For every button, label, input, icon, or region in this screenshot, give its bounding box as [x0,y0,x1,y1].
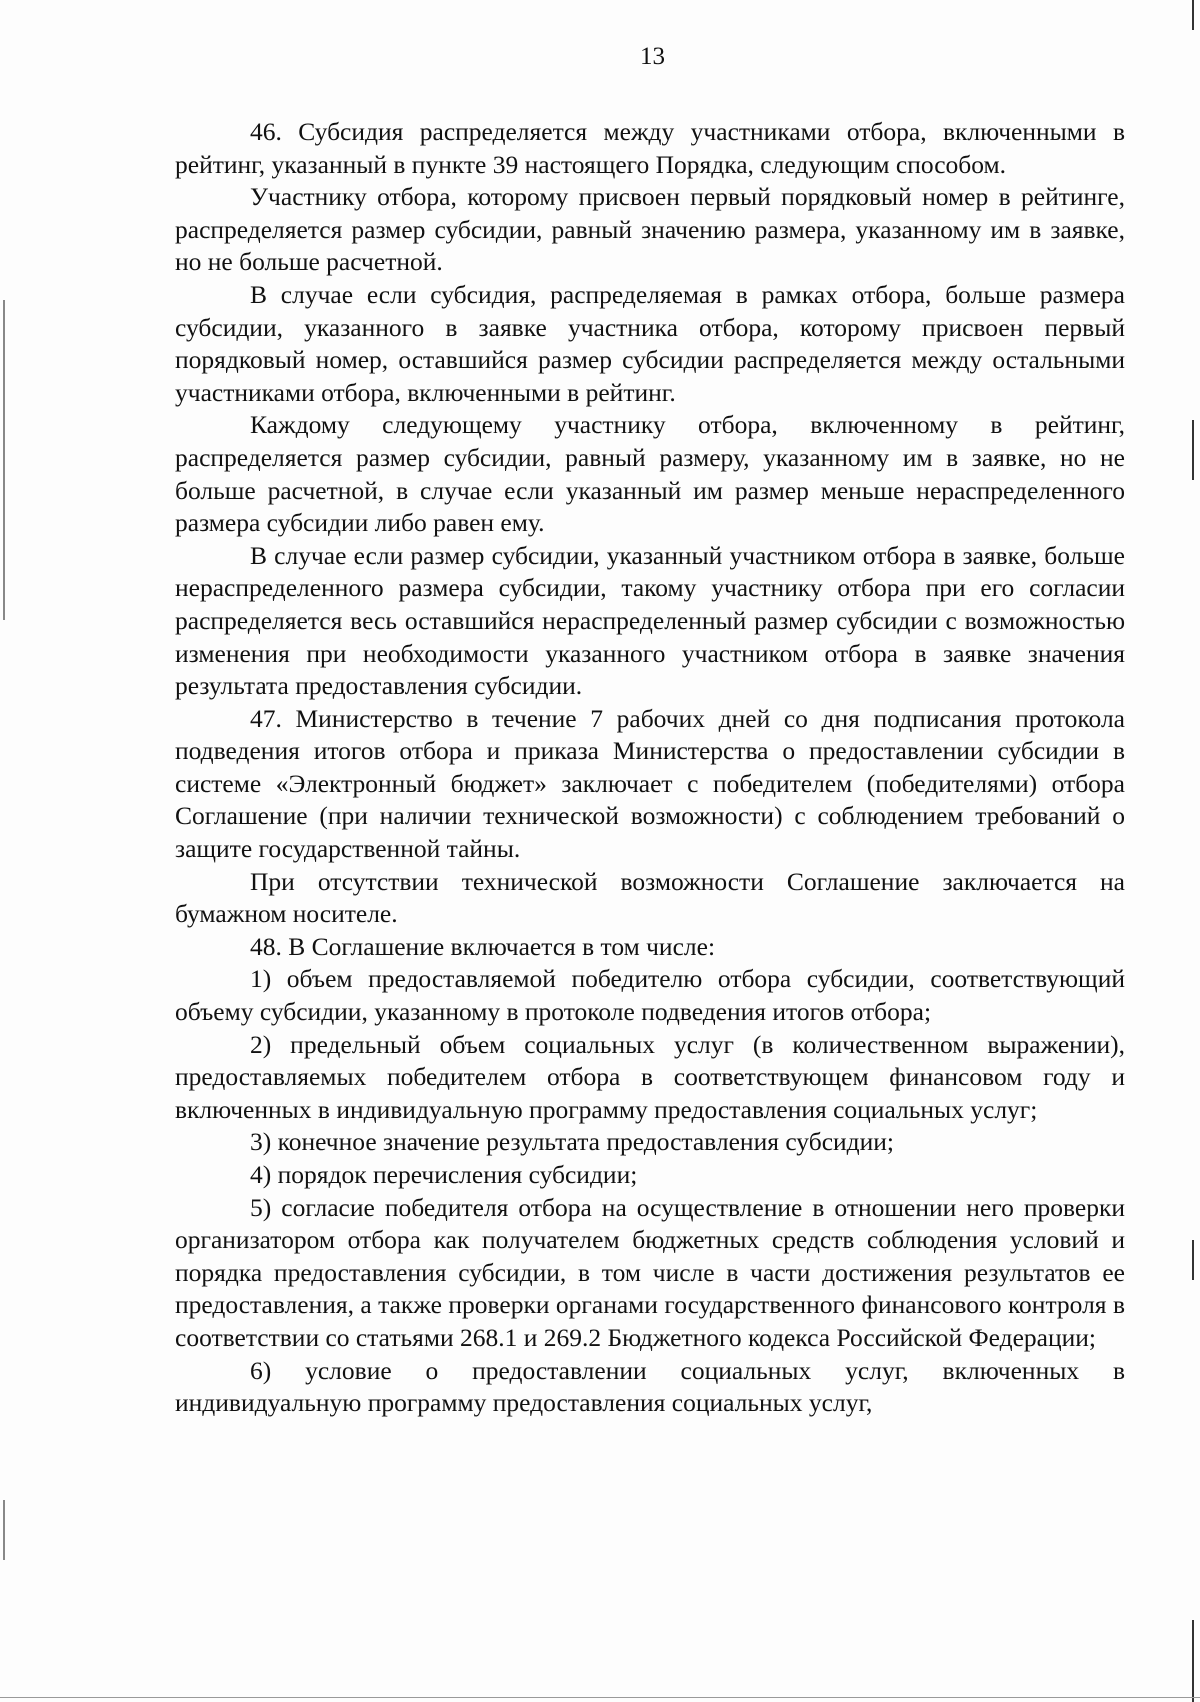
paragraph-47-paper: При отсутствии технической возможности Соглашение заключается на бумажном носителе. [175,866,1125,929]
paragraph-46-each-next: Каждому следующему участнику отбора, включенному в рейтинг, распределяется размер субсидии, равный размеру, указанному им в заявке, но не больше расчетной, в случае если указанный им размер меньше нераспределенного размера субсидии либо равен ему. [175,410,1125,538]
list-item-3: 3) конечное значение результата предоставления субсидии; [250,1127,895,1157]
scan-edge-mark [3,300,5,620]
document-body [175,116,1125,1420]
scan-edge-mark [1192,0,1194,30]
paragraph-46: 46. Субсидия распределяется между участниками отбора, включенными в рейтинг, указанный в пункте 39 настоящего Порядка, следующим способом. [175,117,1125,179]
page-number: 13 [640,43,665,70]
scan-edge-mark [3,1500,5,1560]
paragraph-46-remaining: В случае если субсидия, распределяемая в рамках отбора, больше размера субсидии, указанного в заявке участника отбора, которому присвоен первый порядковый номер, оставшийся размер субсидии распределяется между остальными участниками отбора, включенными в рейтинг. [175,279,1125,407]
list-item-6: 6) условие о предоставлении социальных услуг, включенных в индивидуальную программу предоставления социальных услуг, [175,1355,1125,1418]
scan-edge-mark [1192,1240,1194,1280]
list-item-5: 5) согласие победителя отбора на осуществление в отношении него проверки организатором отбора как получателем бюджетных средств соблюдения условий и порядка предоставления субсидии, в том числе в части достижения результатов ее предоставления, а также проверки органами государственного финансового контроля в соответствии со статьями 268.1 и 269.2 Бюджетного кодекса Российской Федерации; [175,1192,1125,1352]
paragraph-46-first-participant: Участнику отбора, которому присвоен первый порядковый номер в рейтинге, распределяется размер субсидии, равный значению размера, указанному им в заявке, но не больше расчетной. [175,182,1125,277]
paragraph-47: 47. Министерство в течение 7 рабочих дней со дня подписания протокола подведения итогов отбора и приказа Министерства о предоставлении субсидии в системе «Электронный бюджет» заключает с победителем (победителями) отбора Соглашение (при наличии технической возможности) с соблюдением требований о защите государственной тайны. [175,703,1125,864]
list-item-1: 1) объем предоставляемой победителю отбора субсидии, соответствующий объему субсидии, указанному в протоколе подведения итогов отбора; [175,964,1125,1027]
scan-edge-mark [0,1697,1200,1698]
scan-edge-mark [1192,420,1194,480]
list-item-2: 2) предельный объем социальных услуг (в количественном выражении), предоставляемых победителем отбора в соответствующем финансовом году и включенных в индивидуальную программу предоставления социальных услуг; [175,1029,1125,1124]
scan-edge-mark [1192,1620,1194,1702]
list-item-4: 4) порядок перечисления субсидии; [250,1160,638,1189]
paragraph-46-exceeding: В случае если размер субсидии, указанный участником отбора в заявке, больше нераспределенного размера субсидии, такому участнику отбора при его согласии распределяется весь оставшийся нераспределенный размер субсидии с возможностью изменения при необходимости указанного участником отбора в заявке значения результата предоставления субсидии. [175,540,1125,701]
paragraph-48: 48. В Соглашение включается в том числе: [250,931,716,961]
